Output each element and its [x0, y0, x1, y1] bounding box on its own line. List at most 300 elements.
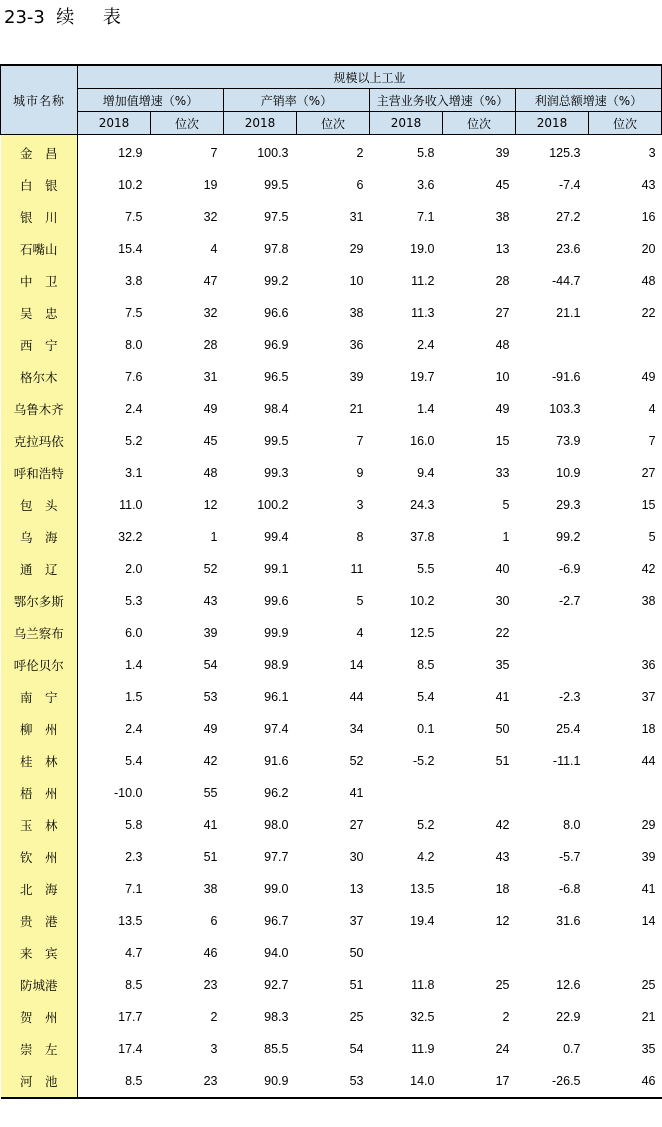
industry-statistics-table	[0, 64, 662, 1099]
value-added-rank-cell: 19	[203, 178, 218, 192]
sales-rate-header: 产销率（%）	[224, 89, 370, 112]
sales-rate-rank-cell: 51	[349, 978, 364, 992]
city-name-cell: 贵 港	[1, 905, 78, 937]
profit-growth-2018-cell: 21.1	[556, 306, 581, 320]
revenue-growth-rank-cell: 2	[502, 1010, 510, 1024]
profit-growth-rank-cell: 4	[648, 402, 656, 416]
profit-growth-rank-cell	[589, 777, 662, 809]
city-name-cell: 中 卫	[1, 265, 78, 297]
city-name-cell: 吴 忠	[1, 297, 78, 329]
city-name-cell: 通 辽	[1, 553, 78, 585]
profit-growth-2018-cell: 99.2	[556, 530, 581, 544]
sales-rate-rank-cell: 52	[349, 754, 364, 768]
sales-rate-2018-cell: 94.0	[264, 946, 289, 960]
table-body	[1, 135, 662, 1099]
sales-rate-2018-cell: 85.5	[264, 1042, 289, 1056]
revenue-growth-rank-cell: 22	[495, 626, 510, 640]
value-added-2018-cell: -10.0	[114, 786, 143, 800]
value-added-rank-cell: 12	[203, 498, 218, 512]
sales-rate-2018-cell: 96.5	[264, 370, 289, 384]
value-added-rank-cell: 46	[203, 946, 218, 960]
profit-growth-2018-cell: 12.6	[556, 978, 581, 992]
value-added-2018-cell: 8.0	[125, 338, 143, 352]
main-revenue-growth-header: 主营业务收入增速（%）	[370, 89, 516, 112]
revenue-growth-rank-cell: 13	[495, 242, 510, 256]
industry-group-header: 规模以上工业	[78, 65, 662, 89]
revenue-growth-2018-cell: 5.5	[417, 562, 435, 576]
table-row	[1, 553, 662, 585]
sales-rate-rank-cell: 29	[349, 242, 364, 256]
sales-rate-2018-cell: 99.1	[264, 562, 289, 576]
year-header: 2018	[78, 112, 151, 135]
revenue-growth-rank-cell: 42	[495, 818, 510, 832]
sales-rate-rank-cell: 6	[356, 178, 364, 192]
value-added-rank-cell: 3	[210, 1042, 218, 1056]
city-name-cell: 河 池	[1, 1065, 78, 1098]
table-row	[1, 905, 662, 937]
statistics-table-container	[0, 64, 662, 1099]
revenue-growth-rank-cell: 15	[495, 434, 510, 448]
revenue-growth-rank-cell	[443, 777, 516, 809]
profit-growth-2018-cell	[516, 617, 589, 649]
total-profit-growth-header: 利润总额增速（%）	[516, 89, 662, 112]
sales-rate-2018-cell: 99.0	[264, 882, 289, 896]
sales-rate-rank-cell: 54	[349, 1042, 364, 1056]
profit-growth-rank-cell: 41	[641, 882, 656, 896]
sales-rate-rank-cell: 8	[356, 530, 364, 544]
revenue-growth-2018-cell: 37.8	[410, 530, 435, 544]
sales-rate-rank-cell: 38	[349, 306, 364, 320]
table-row	[1, 233, 662, 265]
value-added-rank-cell: 54	[203, 658, 218, 672]
profit-growth-2018-cell: 23.6	[556, 242, 581, 256]
table-row	[1, 713, 662, 745]
value-added-rank-cell: 48	[203, 466, 218, 480]
table-row	[1, 265, 662, 297]
rank-header: 位次	[151, 112, 224, 135]
table-row	[1, 809, 662, 841]
year-header: 2018	[224, 112, 297, 135]
profit-growth-rank-cell: 3	[648, 146, 656, 160]
revenue-growth-2018-cell: 5.2	[417, 818, 435, 832]
profit-growth-2018-cell: -6.9	[558, 562, 581, 576]
sales-rate-rank-cell: 25	[349, 1010, 364, 1024]
value-added-rank-cell: 38	[203, 882, 218, 896]
profit-growth-rank-cell: 16	[641, 210, 656, 224]
revenue-growth-2018-cell: 11.2	[411, 274, 435, 288]
profit-growth-2018-cell: -7.4	[558, 178, 581, 192]
revenue-growth-2018-cell: 14.0	[410, 1074, 435, 1088]
city-name-cell: 崇 左	[1, 1033, 78, 1065]
table-row	[1, 585, 662, 617]
sales-rate-2018-cell: 98.9	[264, 658, 289, 672]
sales-rate-2018-cell: 97.8	[264, 242, 289, 256]
profit-growth-rank-cell: 18	[641, 722, 656, 736]
sales-rate-2018-cell: 96.1	[264, 690, 289, 704]
profit-growth-2018-cell: -44.7	[552, 274, 581, 288]
profit-growth-rank-cell: 22	[641, 306, 656, 320]
value-added-rank-cell: 52	[203, 562, 218, 576]
value-added-growth-header: 增加值增速（%）	[78, 89, 224, 112]
table-row	[1, 201, 662, 233]
value-added-rank-cell: 2	[210, 1010, 218, 1024]
sales-rate-rank-cell: 31	[349, 210, 364, 224]
table-header	[1, 65, 662, 135]
revenue-growth-rank-cell: 27	[495, 306, 510, 320]
revenue-growth-rank-cell: 17	[495, 1074, 510, 1088]
year-header: 2018	[516, 112, 589, 135]
revenue-growth-2018-cell: -5.2	[412, 754, 435, 768]
profit-growth-2018-cell	[516, 937, 589, 969]
profit-growth-2018-cell	[516, 777, 589, 809]
table-row	[1, 393, 662, 425]
profit-growth-rank-cell: 20	[641, 242, 656, 256]
table-row	[1, 135, 662, 170]
city-name-cell: 防城港	[1, 969, 78, 1001]
value-added-rank-cell: 1	[210, 530, 218, 544]
value-added-rank-cell: 49	[203, 402, 218, 416]
value-added-rank-cell: 42	[203, 754, 218, 768]
revenue-growth-2018-cell: 19.4	[410, 914, 435, 928]
value-added-rank-cell: 31	[203, 370, 218, 384]
profit-growth-2018-cell: 29.3	[556, 498, 581, 512]
revenue-growth-rank-cell: 39	[495, 146, 510, 160]
revenue-growth-rank-cell: 24	[495, 1042, 510, 1056]
revenue-growth-2018-cell: 1.4	[417, 402, 435, 416]
table-row	[1, 169, 662, 201]
profit-growth-2018-cell: 8.0	[563, 818, 581, 832]
table-row	[1, 777, 662, 809]
value-added-2018-cell: 8.5	[125, 1074, 143, 1088]
sales-rate-rank-cell: 21	[349, 402, 364, 416]
value-added-2018-cell: 4.7	[125, 946, 143, 960]
profit-growth-rank-cell: 44	[641, 754, 656, 768]
revenue-growth-2018-cell	[370, 777, 443, 809]
profit-growth-rank-cell: 7	[648, 434, 656, 448]
value-added-2018-cell: 1.5	[125, 690, 143, 704]
city-name-cell: 石嘴山	[1, 233, 78, 265]
profit-growth-rank-cell: 15	[641, 498, 656, 512]
value-added-rank-cell: 32	[203, 210, 218, 224]
profit-growth-rank-cell	[589, 617, 662, 649]
value-added-rank-cell: 49	[203, 722, 218, 736]
value-added-rank-cell: 39	[203, 626, 218, 640]
sales-rate-2018-cell: 100.2	[257, 498, 289, 512]
sales-rate-rank-cell: 7	[356, 434, 364, 448]
sales-rate-2018-cell: 98.0	[264, 818, 289, 832]
city-name-cell: 乌鲁木齐	[1, 393, 78, 425]
revenue-growth-2018-cell	[370, 937, 443, 969]
profit-growth-2018-cell: 0.7	[563, 1042, 581, 1056]
city-name-cell: 西 宁	[1, 329, 78, 361]
profit-growth-2018-cell: 31.6	[556, 914, 581, 928]
revenue-growth-rank-cell: 28	[495, 274, 510, 288]
city-name-cell: 白 银	[1, 169, 78, 201]
profit-growth-rank-cell: 36	[641, 658, 656, 672]
sales-rate-2018-cell: 96.2	[264, 786, 289, 800]
sales-rate-2018-cell: 97.5	[264, 210, 289, 224]
value-added-2018-cell: 17.4	[118, 1042, 143, 1056]
table-row	[1, 297, 662, 329]
profit-growth-2018-cell: 25.4	[556, 722, 581, 736]
city-name-cell: 梧 州	[1, 777, 78, 809]
revenue-growth-rank-cell: 51	[495, 754, 510, 768]
revenue-growth-2018-cell: 11.9	[411, 1042, 435, 1056]
profit-growth-rank-cell: 39	[641, 850, 656, 864]
profit-growth-rank-cell: 21	[641, 1010, 656, 1024]
profit-growth-rank-cell: 43	[641, 178, 656, 192]
value-added-rank-cell: 43	[203, 594, 218, 608]
revenue-growth-rank-cell: 40	[495, 562, 510, 576]
value-added-2018-cell: 2.0	[125, 562, 143, 576]
rank-header: 位次	[589, 112, 662, 135]
revenue-growth-2018-cell: 2.4	[417, 338, 435, 352]
sales-rate-rank-cell: 50	[349, 946, 364, 960]
revenue-growth-rank-cell	[443, 937, 516, 969]
sales-rate-2018-cell: 96.9	[264, 338, 289, 352]
city-name-cell: 来 宾	[1, 937, 78, 969]
value-added-2018-cell: 7.5	[125, 306, 143, 320]
value-added-2018-cell: 17.7	[118, 1010, 143, 1024]
revenue-growth-rank-cell: 49	[495, 402, 510, 416]
value-added-2018-cell: 8.5	[125, 978, 143, 992]
table-row	[1, 329, 662, 361]
revenue-growth-2018-cell: 5.4	[417, 690, 435, 704]
sales-rate-rank-cell: 4	[356, 626, 364, 640]
table-row	[1, 521, 662, 553]
sales-rate-2018-cell: 100.3	[257, 146, 289, 160]
revenue-growth-rank-cell: 48	[495, 338, 510, 352]
table-row	[1, 745, 662, 777]
value-added-rank-cell: 45	[203, 434, 218, 448]
value-added-rank-cell: 28	[203, 338, 218, 352]
sales-rate-2018-cell: 99.4	[264, 530, 289, 544]
value-added-rank-cell: 41	[203, 818, 218, 832]
table-row	[1, 1033, 662, 1065]
city-name-header: 城市名称	[1, 65, 78, 135]
city-name-cell: 贺 州	[1, 1001, 78, 1033]
city-name-cell: 乌 海	[1, 521, 78, 553]
value-added-2018-cell: 5.2	[125, 434, 143, 448]
sales-rate-rank-cell: 44	[349, 690, 364, 704]
value-added-2018-cell: 7.5	[125, 210, 143, 224]
value-added-2018-cell: 6.0	[125, 626, 143, 640]
sales-rate-2018-cell: 99.5	[264, 178, 289, 192]
revenue-growth-2018-cell: 13.5	[410, 882, 435, 896]
revenue-growth-rank-cell: 43	[495, 850, 510, 864]
city-name-cell: 呼和浩特	[1, 457, 78, 489]
sales-rate-rank-cell: 11	[350, 562, 364, 576]
profit-growth-rank-cell: 38	[641, 594, 656, 608]
sales-rate-rank-cell: 37	[349, 914, 364, 928]
profit-growth-rank-cell: 14	[641, 914, 656, 928]
revenue-growth-rank-cell: 25	[495, 978, 510, 992]
revenue-growth-2018-cell: 10.2	[410, 594, 435, 608]
revenue-growth-2018-cell: 8.5	[417, 658, 435, 672]
revenue-growth-2018-cell: 32.5	[410, 1010, 435, 1024]
revenue-growth-2018-cell: 19.0	[410, 242, 435, 256]
sales-rate-2018-cell: 98.4	[264, 402, 289, 416]
value-added-rank-cell: 23	[203, 978, 218, 992]
revenue-growth-2018-cell: 7.1	[417, 210, 435, 224]
city-name-cell: 呼伦贝尔	[1, 649, 78, 681]
value-added-rank-cell: 55	[203, 786, 218, 800]
revenue-growth-rank-cell: 50	[495, 722, 510, 736]
city-name-cell: 南 宁	[1, 681, 78, 713]
table-row	[1, 1065, 662, 1098]
profit-growth-2018-cell	[516, 649, 589, 681]
city-name-cell: 柳 州	[1, 713, 78, 745]
table-row	[1, 617, 662, 649]
value-added-2018-cell: 2.4	[125, 722, 143, 736]
value-added-rank-cell: 23	[203, 1074, 218, 1088]
value-added-rank-cell: 32	[203, 306, 218, 320]
sales-rate-2018-cell: 99.5	[264, 434, 289, 448]
profit-growth-2018-cell: -5.7	[558, 850, 581, 864]
revenue-growth-2018-cell: 5.8	[417, 146, 435, 160]
revenue-growth-2018-cell: 24.3	[410, 498, 435, 512]
sales-rate-2018-cell: 99.3	[264, 466, 289, 480]
revenue-growth-rank-cell: 10	[495, 370, 510, 384]
profit-growth-rank-cell: 49	[641, 370, 656, 384]
sales-rate-rank-cell: 9	[356, 466, 364, 480]
profit-growth-rank-cell: 29	[641, 818, 656, 832]
page-title: 23-3 续 表	[4, 7, 121, 28]
profit-growth-2018-cell: -2.3	[558, 690, 581, 704]
sales-rate-rank-cell: 2	[356, 146, 364, 160]
revenue-growth-rank-cell: 38	[495, 210, 510, 224]
revenue-growth-2018-cell: 11.8	[411, 978, 435, 992]
sales-rate-2018-cell: 97.4	[264, 722, 289, 736]
value-added-2018-cell: 5.8	[125, 818, 143, 832]
city-name-cell: 包 头	[1, 489, 78, 521]
table-row	[1, 1001, 662, 1033]
value-added-rank-cell: 7	[210, 146, 218, 160]
profit-growth-2018-cell	[516, 329, 589, 361]
value-added-2018-cell: 13.5	[118, 914, 143, 928]
value-added-2018-cell: 1.4	[125, 658, 143, 672]
table-row	[1, 649, 662, 681]
revenue-growth-2018-cell: 3.6	[417, 178, 435, 192]
revenue-growth-rank-cell: 33	[495, 466, 510, 480]
city-name-cell: 金 昌	[1, 135, 78, 170]
table-row	[1, 937, 662, 969]
revenue-growth-2018-cell: 16.0	[410, 434, 435, 448]
city-name-cell: 北 海	[1, 873, 78, 905]
revenue-growth-2018-cell: 11.3	[411, 306, 435, 320]
sales-rate-2018-cell: 98.3	[264, 1010, 289, 1024]
revenue-growth-rank-cell: 18	[495, 882, 510, 896]
revenue-growth-rank-cell: 35	[495, 658, 510, 672]
sales-rate-rank-cell: 27	[349, 818, 364, 832]
city-name-cell: 银 川	[1, 201, 78, 233]
revenue-growth-2018-cell: 0.1	[417, 722, 435, 736]
sales-rate-2018-cell: 96.7	[264, 914, 289, 928]
city-name-cell: 克拉玛依	[1, 425, 78, 457]
value-added-2018-cell: 7.6	[125, 370, 143, 384]
profit-growth-2018-cell: 125.3	[549, 146, 581, 160]
table-row	[1, 681, 662, 713]
sales-rate-rank-cell: 10	[349, 274, 364, 288]
sales-rate-2018-cell: 99.9	[264, 626, 289, 640]
revenue-growth-2018-cell: 4.2	[417, 850, 435, 864]
sales-rate-rank-cell: 14	[349, 658, 364, 672]
sales-rate-2018-cell: 90.9	[264, 1074, 289, 1088]
profit-growth-2018-cell: -6.8	[558, 882, 581, 896]
profit-growth-2018-cell: 27.2	[556, 210, 581, 224]
sales-rate-2018-cell: 96.6	[264, 306, 289, 320]
table-row	[1, 361, 662, 393]
revenue-growth-2018-cell: 19.7	[410, 370, 435, 384]
profit-growth-rank-cell	[589, 329, 662, 361]
profit-growth-2018-cell: 103.3	[549, 402, 581, 416]
year-header: 2018	[370, 112, 443, 135]
table-row	[1, 969, 662, 1001]
table-row	[1, 457, 662, 489]
value-added-2018-cell: 7.1	[125, 882, 143, 896]
profit-growth-2018-cell: -91.6	[552, 370, 581, 384]
sales-rate-rank-cell: 30	[349, 850, 364, 864]
revenue-growth-rank-cell: 12	[495, 914, 510, 928]
sales-rate-2018-cell: 99.6	[264, 594, 289, 608]
profit-growth-rank-cell: 35	[641, 1042, 656, 1056]
revenue-growth-rank-cell: 41	[495, 690, 510, 704]
sales-rate-2018-cell: 92.7	[264, 978, 289, 992]
rank-header: 位次	[443, 112, 516, 135]
rank-header: 位次	[297, 112, 370, 135]
profit-growth-rank-cell: 48	[641, 274, 656, 288]
revenue-growth-2018-cell: 9.4	[417, 466, 435, 480]
value-added-2018-cell: 2.3	[125, 850, 143, 864]
city-name-cell: 玉 林	[1, 809, 78, 841]
value-added-rank-cell: 51	[203, 850, 218, 864]
profit-growth-2018-cell: 22.9	[556, 1010, 581, 1024]
value-added-2018-cell: 5.3	[125, 594, 143, 608]
profit-growth-2018-cell: 10.9	[556, 466, 581, 480]
value-added-2018-cell: 3.8	[125, 274, 143, 288]
city-name-cell: 乌兰察布	[1, 617, 78, 649]
value-added-rank-cell: 47	[203, 274, 218, 288]
city-name-cell: 格尔木	[1, 361, 78, 393]
revenue-growth-rank-cell: 5	[502, 498, 510, 512]
sales-rate-rank-cell: 5	[356, 594, 364, 608]
value-added-2018-cell: 10.2	[118, 178, 143, 192]
revenue-growth-rank-cell: 45	[495, 178, 510, 192]
value-added-rank-cell: 53	[203, 690, 218, 704]
profit-growth-rank-cell: 46	[641, 1074, 656, 1088]
sales-rate-2018-cell: 99.2	[264, 274, 289, 288]
sales-rate-rank-cell: 53	[349, 1074, 364, 1088]
revenue-growth-rank-cell: 30	[495, 594, 510, 608]
sales-rate-rank-cell: 39	[349, 370, 364, 384]
sales-rate-rank-cell: 36	[349, 338, 364, 352]
profit-growth-2018-cell: -11.1	[552, 754, 581, 768]
table-row	[1, 489, 662, 521]
table-row	[1, 873, 662, 905]
city-name-cell: 桂 林	[1, 745, 78, 777]
profit-growth-rank-cell: 27	[641, 466, 656, 480]
sales-rate-rank-cell: 13	[349, 882, 364, 896]
value-added-rank-cell: 4	[210, 242, 218, 256]
sales-rate-2018-cell: 97.7	[264, 850, 289, 864]
profit-growth-rank-cell: 42	[641, 562, 656, 576]
profit-growth-2018-cell: 73.9	[556, 434, 581, 448]
value-added-2018-cell: 2.4	[125, 402, 143, 416]
value-added-2018-cell: 3.1	[125, 466, 143, 480]
city-name-cell: 鄂尔多斯	[1, 585, 78, 617]
table-row	[1, 425, 662, 457]
profit-growth-2018-cell: -2.7	[558, 594, 581, 608]
